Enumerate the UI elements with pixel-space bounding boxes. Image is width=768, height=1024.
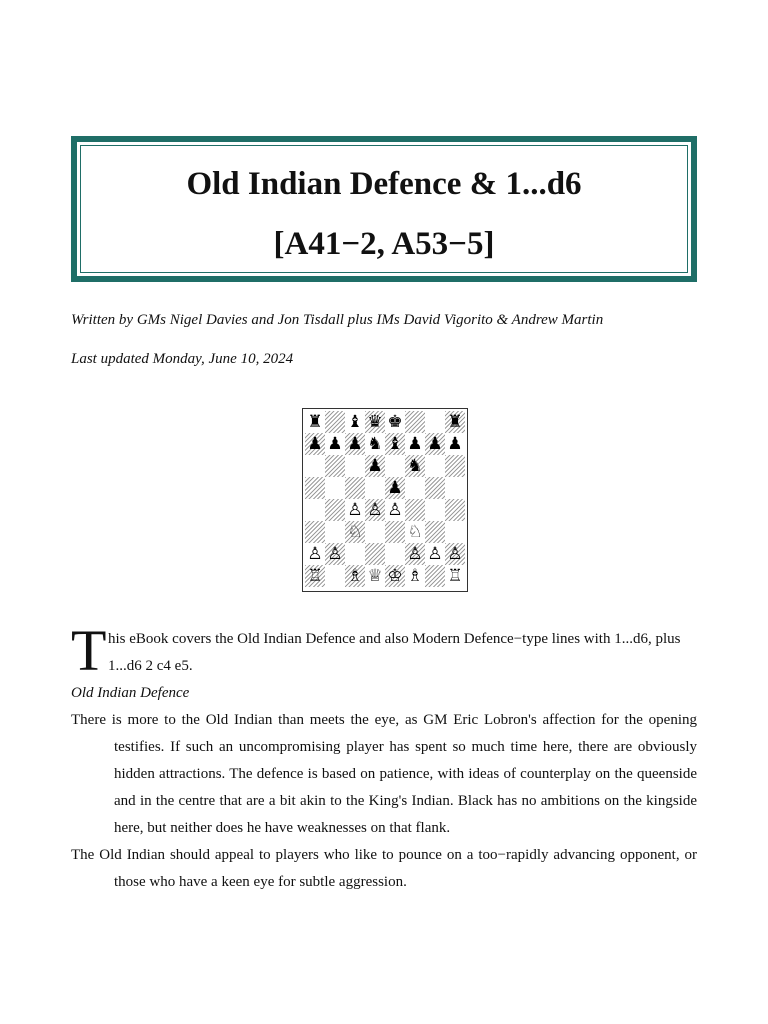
square-f7 — [405, 433, 425, 455]
chess-piece-icon: ♙ — [367, 500, 383, 520]
chess-piece-icon: ♝ — [387, 434, 403, 454]
chess-piece-icon: ♘ — [407, 522, 423, 542]
square-h6 — [445, 455, 465, 477]
title-frame — [71, 136, 697, 282]
square-h4 — [445, 499, 465, 521]
square-c2 — [345, 543, 365, 565]
square-c6 — [345, 455, 365, 477]
authors-byline: Written by GMs Nigel Davies and Jon Tisdall plus IMs David Vigorito & Andrew Martin — [71, 312, 604, 328]
chess-piece-icon: ♙ — [427, 544, 443, 564]
square-h5 — [445, 477, 465, 499]
square-e5 — [385, 477, 405, 499]
square-f2 — [405, 543, 425, 565]
square-e4 — [385, 499, 405, 521]
title-inner-frame — [80, 145, 688, 273]
square-d6 — [365, 455, 385, 477]
chess-piece-icon: ♜ — [447, 412, 463, 432]
square-b6 — [325, 455, 345, 477]
chess-piece-icon: ♔ — [387, 566, 403, 586]
chess-piece-icon: ♟ — [367, 456, 383, 476]
intro-paragraph — [71, 618, 697, 683]
chess-piece-icon: ♟ — [407, 434, 423, 454]
article-body — [71, 618, 697, 896]
square-h8 — [445, 411, 465, 433]
chess-piece-icon: ♙ — [347, 500, 363, 520]
square-a5 — [305, 477, 325, 499]
square-a3 — [305, 521, 325, 543]
chess-piece-icon: ♟ — [307, 434, 323, 454]
square-b8 — [325, 411, 345, 433]
square-e1 — [385, 565, 405, 587]
square-f8 — [405, 411, 425, 433]
square-a6 — [305, 455, 325, 477]
square-c8 — [345, 411, 365, 433]
chess-piece-icon: ♙ — [307, 544, 323, 564]
square-e3 — [385, 521, 405, 543]
square-c7 — [345, 433, 365, 455]
chess-piece-icon: ♚ — [387, 412, 403, 432]
square-e2 — [385, 543, 405, 565]
chess-piece-icon: ♗ — [407, 566, 423, 586]
chess-piece-icon: ♙ — [327, 544, 343, 564]
chess-piece-icon: ♖ — [307, 566, 323, 586]
square-d7 — [365, 433, 385, 455]
chess-piece-icon: ♜ — [307, 412, 323, 432]
square-d4 — [365, 499, 385, 521]
square-h3 — [445, 521, 465, 543]
square-b4 — [325, 499, 345, 521]
square-f1 — [405, 565, 425, 587]
chess-piece-icon: ♞ — [367, 434, 383, 454]
body-paragraph: There is more to the Old Indian than meets the eye, as GM Eric Lobron's affection for the opening testifies. If such an uncompromising player has spent so much time here, there are obviously hidden attractions. The defence is based on patience, with ideas of counterplay on the queenside and in the centre that are a bit akin to the King's Indian. Black has no ambitions on the kingside here, but neither does he have weaknesses on that flank. — [71, 712, 697, 836]
chess-piece-icon: ♟ — [387, 478, 403, 498]
page-title: Old Indian Defence & 1...d6 — [186, 166, 582, 202]
chess-board — [304, 410, 466, 590]
square-f5 — [405, 477, 425, 499]
square-b3 — [325, 521, 345, 543]
square-c5 — [345, 477, 365, 499]
square-g1 — [425, 565, 445, 587]
square-f6 — [405, 455, 425, 477]
square-a8 — [305, 411, 325, 433]
chess-piece-icon: ♙ — [447, 544, 463, 564]
chess-piece-icon: ♞ — [407, 456, 423, 476]
square-b5 — [325, 477, 345, 499]
square-d8 — [365, 411, 385, 433]
square-b1 — [325, 565, 345, 587]
square-g4 — [425, 499, 445, 521]
chess-piece-icon: ♖ — [447, 566, 463, 586]
chess-piece-icon: ♟ — [427, 434, 443, 454]
chess-piece-icon: ♟ — [347, 434, 363, 454]
square-b2 — [325, 543, 345, 565]
chess-piece-icon: ♛ — [367, 412, 383, 432]
square-c3 — [345, 521, 365, 543]
square-a4 — [305, 499, 325, 521]
square-c4 — [345, 499, 365, 521]
chess-piece-icon: ♟ — [327, 434, 343, 454]
square-d5 — [365, 477, 385, 499]
square-h1 — [445, 565, 465, 587]
square-h2 — [445, 543, 465, 565]
chess-piece-icon: ♙ — [387, 500, 403, 520]
chess-piece-icon: ♘ — [347, 522, 363, 542]
square-g8 — [425, 411, 445, 433]
square-a7 — [305, 433, 325, 455]
chess-piece-icon: ♗ — [347, 566, 363, 586]
section-heading: Old Indian Defence — [71, 685, 190, 701]
square-e6 — [385, 455, 405, 477]
chess-diagram — [302, 408, 468, 592]
square-g6 — [425, 455, 445, 477]
square-d3 — [365, 521, 385, 543]
square-g5 — [425, 477, 445, 499]
square-g2 — [425, 543, 445, 565]
square-h7 — [445, 433, 465, 455]
square-g3 — [425, 521, 445, 543]
square-e7 — [385, 433, 405, 455]
square-f3 — [405, 521, 425, 543]
square-d1 — [365, 565, 385, 587]
eco-codes: [A41−2, A53−5] — [273, 226, 495, 262]
square-e8 — [385, 411, 405, 433]
body-paragraph: The Old Indian should appeal to players who like to pounce on a too−rapidly advancing opponent, or those who have a keen eye for subtle aggression. — [71, 847, 697, 890]
square-a1 — [305, 565, 325, 587]
square-c1 — [345, 565, 365, 587]
chess-piece-icon: ♙ — [407, 544, 423, 564]
chess-piece-icon: ♕ — [367, 566, 383, 586]
square-g7 — [425, 433, 445, 455]
square-b7 — [325, 433, 345, 455]
chess-piece-icon: ♝ — [347, 412, 363, 432]
chess-piece-icon: ♟ — [447, 434, 463, 454]
square-a2 — [305, 543, 325, 565]
square-f4 — [405, 499, 425, 521]
last-updated: Last updated Monday, June 10, 2024 — [71, 351, 294, 367]
square-d2 — [365, 543, 385, 565]
drop-cap: T — [71, 618, 107, 683]
intro-text: his eBook covers the Old Indian Defence and also Modern Defence−type lines with 1...d6, plus 1...d6 2 c4 e5. — [108, 631, 681, 674]
